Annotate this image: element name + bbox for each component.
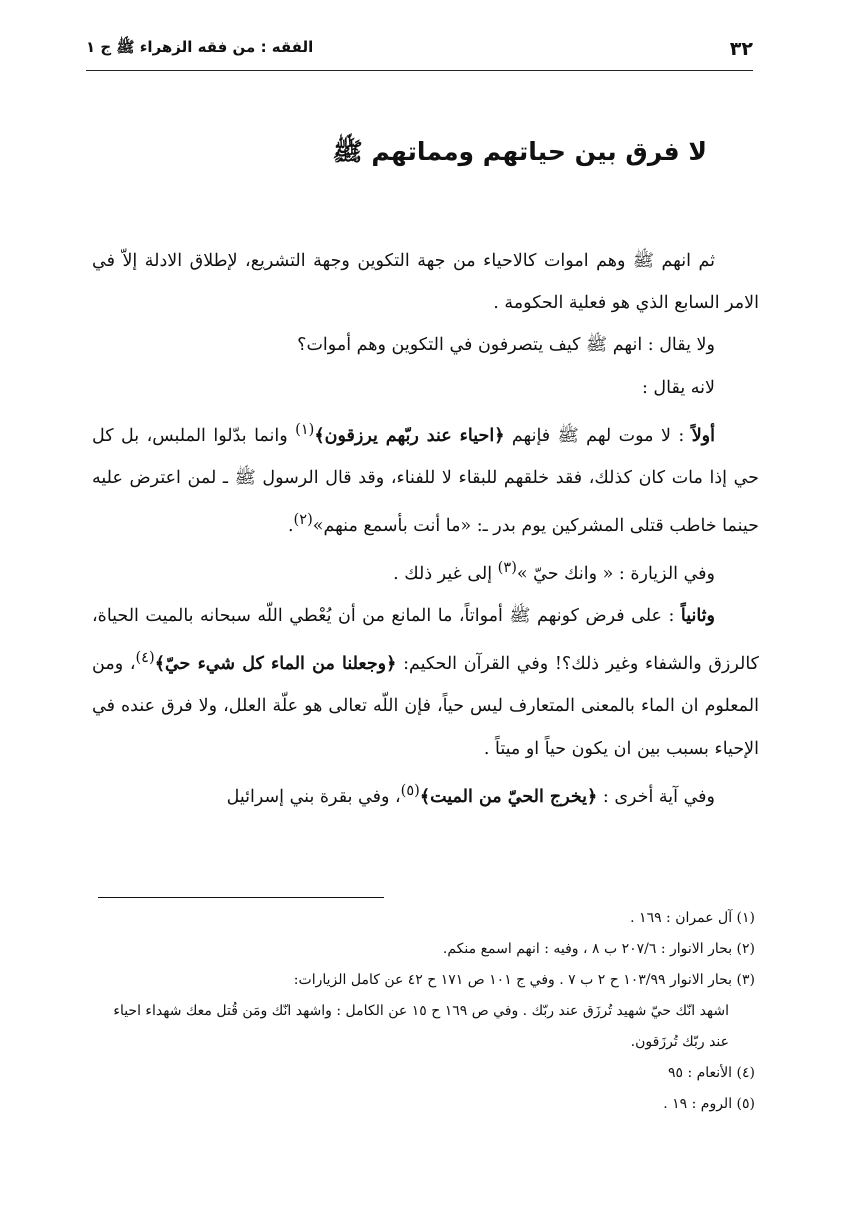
p5-text-b: إلى غير ذلك .: [393, 563, 498, 584]
p7-text-b: ، وفي بقرة بني إسرائيل: [226, 786, 401, 807]
footnotes: [90, 903, 755, 1120]
p6-text-b: ، ومن المعلوم ان الماء بالمعنى المتعارف ليس حياً، فإن اللّه تعالى هو علّة العلل، ولا فرق عنده في الإحياء بسبب بين ان يكون حياً او ميتاً .: [92, 654, 759, 759]
lead-second: وثانياً: [680, 606, 715, 627]
footnote-ref-5: (٥): [400, 781, 420, 799]
footnote-rule: [98, 897, 384, 898]
quran-quote-3: ﴿يخرج الحيّ من الميت﴾: [419, 786, 598, 807]
p4-text-b: وانما بدّلوا الملبس، بل كل حي إذا مات كان كذلك، فقد خلقهم للبقاء لا للفناء، وقد قال الرسول ﷺ ـ لمن اعترض عليه حينما خاطب قتلى المشركين يوم بدر ـ: «ما أنت بأسمع منهم»: [92, 425, 759, 536]
paragraph-4: [92, 409, 759, 547]
main-text: [92, 240, 759, 818]
paragraph-7: [92, 770, 759, 818]
paragraph-5: [92, 547, 759, 595]
paragraph-1: ثم انهم ﷺ وهم اموات كالاحياء من جهة التكوين وجهة التشريع، لإطلاق الادلة إلاّ في الامر السابع الذي هو فعلية الحكومة .: [92, 251, 759, 314]
footnote-1: (١) آل عمران : ١٦٩ .: [630, 910, 755, 926]
p4-end: .: [287, 515, 294, 536]
footnote-4: (٤) الأنعام : ٩٥: [667, 1065, 755, 1081]
page-header: [86, 36, 753, 62]
quran-quote-2: ﴿وجعلنا من الماء كل شيء حيّ﴾: [154, 654, 397, 675]
paragraph-2: ولا يقال : انهم ﷺ كيف يتصرفون في التكوين وهم أموات؟: [297, 335, 715, 356]
p4-text-a: : لا موت لهم ﷺ فإنهم: [504, 425, 692, 446]
footnote-5: (٥) الروم : ١٩ .: [663, 1096, 755, 1112]
paragraph-3: لانه يقال :: [641, 377, 715, 398]
footnote-ref-3: (٣): [497, 559, 517, 577]
p5-text-a: وفي الزيارة : « وانك حيّ »: [516, 563, 715, 584]
quran-quote-1: ﴿احياء عند ربّهم يرزقون﴾: [314, 425, 505, 446]
header-rule: [86, 70, 753, 71]
page-number: ٣٢: [729, 38, 753, 60]
section-title: لا فرق بين حياتهم ومماتهم ﷺ: [332, 137, 707, 166]
p6-text-a: : على فرض كونهم ﷺ أمواتاً، ما المانع من أن يُعْطي اللّه سبحانه بالميت الحياة، كالرزق والشفاء وغير ذلك؟! وفي القرآن الحكيم:: [92, 606, 760, 675]
paragraph-6: [92, 595, 759, 770]
footnote-ref-2: (٢): [293, 511, 313, 529]
running-title: الفقه : من فقه الزهراء ﷺ ج ١: [86, 38, 314, 56]
p7-text-a: وفي آية أخرى :: [597, 786, 715, 807]
footnote-ref-4: (٤): [135, 649, 155, 667]
footnote-3: (٣) بحار الانوار ١٠٣/٩٩ ح ٢ ب ٧ . وفي ج ١٠١ ص ١٧١ ح ٤٢ عن كامل الزيارات:: [293, 972, 755, 988]
footnote-3-continued: اشهد انّك حيّ شهيد تُرزَق عند ربّك . وفي ص ١٦٩ ح ١٥ عن الكامل : واشهد انّك ومَن قُتل معك شهداء احياء عند ربّك تُرزَقون.: [113, 1003, 729, 1050]
footnote-2: (٢) بحار الانوار : ٢٠٧/٦ ب ٨ ، وفيه : انهم اسمع منكم.: [442, 941, 755, 957]
lead-first: أولاً: [691, 425, 715, 446]
footnote-ref-1: (١): [295, 420, 315, 438]
